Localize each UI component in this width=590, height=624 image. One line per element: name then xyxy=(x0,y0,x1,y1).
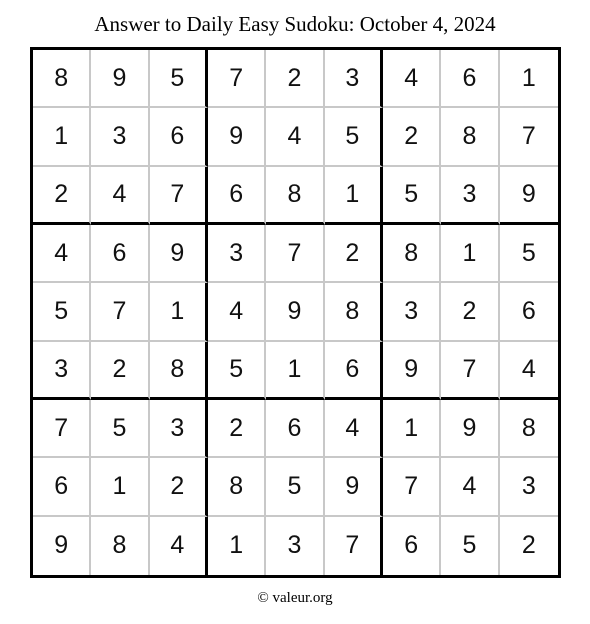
sudoku-cell-r4-c1: 4 xyxy=(33,225,91,283)
sudoku-cell-r6-c9: 4 xyxy=(500,342,558,400)
sudoku-cell-r2-c6: 5 xyxy=(325,108,383,166)
sudoku-cell-r6-c3: 8 xyxy=(150,342,208,400)
sudoku-cell-r4-c5: 7 xyxy=(266,225,324,283)
sudoku-cell-r7-c9: 8 xyxy=(500,400,558,458)
sudoku-cell-r5-c7: 3 xyxy=(383,283,441,341)
sudoku-cell-r3-c9: 9 xyxy=(500,167,558,225)
sudoku-cell-r1-c1: 8 xyxy=(33,50,91,108)
sudoku-cell-r8-c8: 4 xyxy=(441,458,499,516)
sudoku-cell-r9-c3: 4 xyxy=(150,517,208,575)
sudoku-cell-r5-c8: 2 xyxy=(441,283,499,341)
sudoku-cell-r9-c4: 1 xyxy=(208,517,266,575)
sudoku-cell-r3-c7: 5 xyxy=(383,167,441,225)
sudoku-cell-r6-c8: 7 xyxy=(441,342,499,400)
sudoku-cell-r7-c5: 6 xyxy=(266,400,324,458)
sudoku-cell-r9-c5: 3 xyxy=(266,517,324,575)
sudoku-cell-r1-c3: 5 xyxy=(150,50,208,108)
sudoku-cell-r2-c1: 1 xyxy=(33,108,91,166)
sudoku-cell-r7-c6: 4 xyxy=(325,400,383,458)
sudoku-cell-r8-c2: 1 xyxy=(91,458,149,516)
sudoku-cell-r7-c7: 1 xyxy=(383,400,441,458)
sudoku-cell-r8-c1: 6 xyxy=(33,458,91,516)
sudoku-cell-r1-c9: 1 xyxy=(500,50,558,108)
sudoku-cell-r5-c5: 9 xyxy=(266,283,324,341)
sudoku-cell-r5-c6: 8 xyxy=(325,283,383,341)
sudoku-grid xyxy=(30,47,561,578)
sudoku-cell-r4-c6: 2 xyxy=(325,225,383,283)
sudoku-cell-r7-c2: 5 xyxy=(91,400,149,458)
sudoku-cell-r6-c1: 3 xyxy=(33,342,91,400)
sudoku-cell-r1-c6: 3 xyxy=(325,50,383,108)
sudoku-cell-r4-c4: 3 xyxy=(208,225,266,283)
sudoku-cell-r6-c2: 2 xyxy=(91,342,149,400)
sudoku-cell-r3-c1: 2 xyxy=(33,167,91,225)
sudoku-cell-r5-c3: 1 xyxy=(150,283,208,341)
sudoku-cell-r9-c6: 7 xyxy=(325,517,383,575)
sudoku-cell-r5-c4: 4 xyxy=(208,283,266,341)
sudoku-cell-r1-c8: 6 xyxy=(441,50,499,108)
sudoku-cell-r5-c2: 7 xyxy=(91,283,149,341)
puzzle-title: Answer to Daily Easy Sudoku: October 4, 2024 xyxy=(94,12,496,36)
sudoku-cell-r2-c5: 4 xyxy=(266,108,324,166)
sudoku-cell-r6-c6: 6 xyxy=(325,342,383,400)
sudoku-cell-r6-c4: 5 xyxy=(208,342,266,400)
sudoku-cell-r3-c3: 7 xyxy=(150,167,208,225)
sudoku-cell-r5-c9: 6 xyxy=(500,283,558,341)
sudoku-cell-r6-c7: 9 xyxy=(383,342,441,400)
sudoku-cell-r4-c3: 9 xyxy=(150,225,208,283)
sudoku-cell-r9-c9: 2 xyxy=(521,531,536,560)
sudoku-cell-r7-c4: 2 xyxy=(208,400,266,458)
sudoku-cell-r8-c7: 7 xyxy=(383,458,441,516)
sudoku-cell-r1-c4: 7 xyxy=(208,50,266,108)
sudoku-cell-r8-c9: 3 xyxy=(500,458,558,516)
sudoku-cell-r3-c2: 4 xyxy=(91,167,149,225)
sudoku-cell-r3-c8: 3 xyxy=(441,167,499,225)
sudoku-cell-r3-c5: 8 xyxy=(266,167,324,225)
sudoku-cell-r4-c7: 8 xyxy=(383,225,441,283)
sudoku-cell-r8-c3: 2 xyxy=(150,458,208,516)
sudoku-cell-r8-c6: 9 xyxy=(325,458,383,516)
sudoku-cell-r2-c7: 2 xyxy=(383,108,441,166)
sudoku-cell-r6-c5: 1 xyxy=(266,342,324,400)
sudoku-cell-r8-c5: 5 xyxy=(266,458,324,516)
sudoku-cell-r4-c9: 5 xyxy=(500,225,558,283)
sudoku-cell-r1-c7: 4 xyxy=(383,50,441,108)
sudoku-cell-r7-c3: 3 xyxy=(150,400,208,458)
sudoku-cell-r3-c6: 1 xyxy=(325,167,383,225)
sudoku-cell-r9-c1: 9 xyxy=(33,517,91,575)
sudoku-cell-r4-c8: 1 xyxy=(441,225,499,283)
sudoku-cell-r2-c8: 8 xyxy=(441,108,499,166)
copyright-footer: © valeur.org xyxy=(257,590,333,606)
sudoku-cell-r1-c5: 2 xyxy=(266,50,324,108)
sudoku-cell-r4-c2: 6 xyxy=(91,225,149,283)
sudoku-cell-r7-c1: 7 xyxy=(33,400,91,458)
sudoku-cell-r2-c2: 3 xyxy=(91,108,149,166)
sudoku-cell-r1-c2: 9 xyxy=(91,50,149,108)
sudoku-cell-r2-c9: 7 xyxy=(500,108,558,166)
sudoku-cell-r2-c4: 9 xyxy=(208,108,266,166)
sudoku-cell-r7-c8: 9 xyxy=(441,400,499,458)
sudoku-cell-r5-c1: 5 xyxy=(33,283,91,341)
sudoku-cell-r3-c4: 6 xyxy=(208,167,266,225)
sudoku-cell-r9-c7: 6 xyxy=(383,517,441,575)
sudoku-cell-r8-c4: 8 xyxy=(208,458,266,516)
sudoku-cell-r9-c8: 5 xyxy=(441,517,499,575)
sudoku-cell-r9-c2: 8 xyxy=(91,517,149,575)
sudoku-cell-r2-c3: 6 xyxy=(150,108,208,166)
